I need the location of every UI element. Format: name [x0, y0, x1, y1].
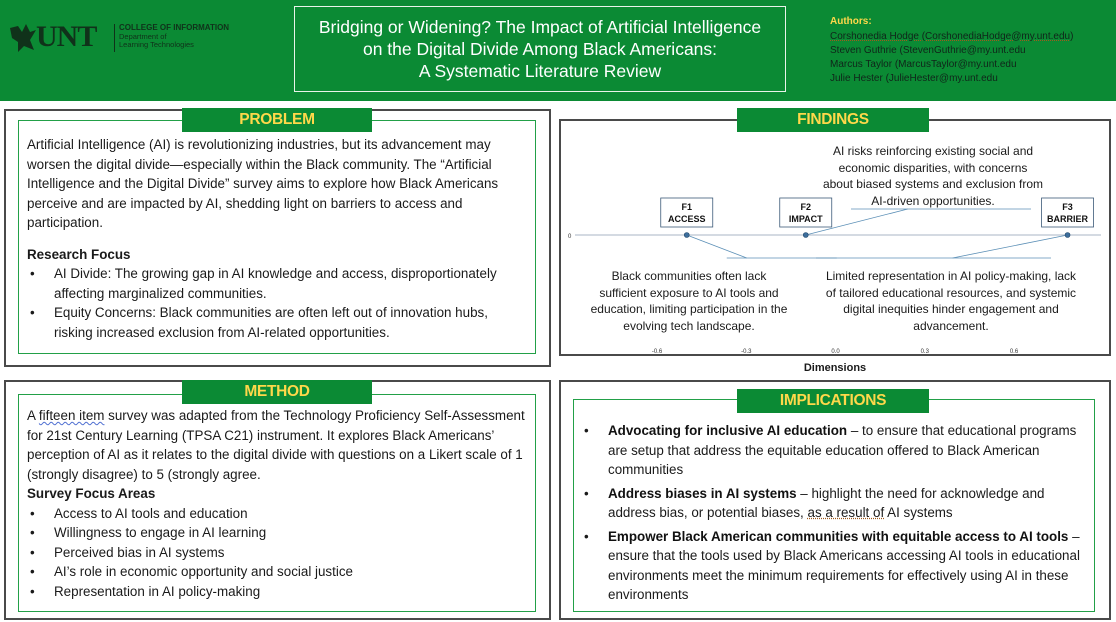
chart-point	[803, 233, 808, 238]
method-body	[27, 406, 530, 601]
grammar-underline: as a result of	[807, 505, 885, 520]
survey-focus-heading: Survey Focus Areas	[27, 486, 156, 501]
list-item: • Access to AI tools and education	[27, 504, 530, 524]
list-item: • Address biases in AI systems – highlight the need for acknowledge and address bias, or potential biases, as a result of AI systems	[581, 484, 1086, 523]
chart-x-tick-label: 0.0	[831, 349, 840, 354]
research-focus-heading: Research Focus	[27, 246, 131, 262]
eagle-icon	[8, 22, 38, 54]
problem-intro: Artificial Intelligence (AI) is revolutionizing industries, but its advancement may worsen the digital divide—especially within the Black community. The “Artificial Intelligence and the Digital Divide” survey aims to explore how Black Americans perceive and are impacted by AI, shedding light on barriers to access and participation.	[27, 137, 499, 230]
survey-focus-list	[27, 504, 530, 602]
implications-list	[581, 421, 1086, 605]
poster-title: Bridging or Widening? The Impact of Artificial Intelligence on the Digital Divide Among Black Americans: A Systematic Literature Review	[294, 6, 786, 92]
implications-body	[581, 421, 1086, 605]
list-item: • Representation in AI policy-making	[27, 582, 530, 602]
chart-point-label-code: F1	[681, 202, 693, 212]
logo-dept-2: Learning Technologies	[119, 40, 194, 49]
chart-point-label-code: F2	[800, 202, 812, 212]
list-item: • AI’s role in economic opportunity and social justice	[27, 562, 530, 582]
chart-annotation-access: Black communities often lack sufficient exposure to AI tools and education, limiting participation in the evolving tech landscape.	[590, 269, 788, 333]
author-4: Julie Hester (JulieHester@my.unt.edu	[830, 73, 998, 84]
author-3: Marcus Taylor (MarcusTaylor@my.unt.edu	[830, 59, 1017, 70]
list-item: • Empower Black American communities with equitable access to AI tools – ensure that the tools used by Black Americans accessing AI tools in educational environments meet the minimum requirements for effectively using AI in these environments	[581, 527, 1086, 605]
chart-leader-line	[953, 235, 1068, 258]
chart-x-axis-label: Dimensions	[803, 362, 867, 374]
chart-y-tick-label: 0	[568, 234, 572, 240]
list-item: • Equity Concerns: Black communities are often left out of innovation hubs, risking increased exclusion from AI-related opportunities.	[27, 303, 530, 342]
list-item: • AI Divide: The growing gap in AI knowledge and access, disproportionately affecting marginalized communities.	[27, 264, 530, 303]
list-item: • Perceived bias in AI systems	[27, 543, 530, 563]
logo-mark: UNT	[36, 20, 97, 53]
logo-subtitle	[119, 24, 229, 50]
logo-divider	[114, 24, 115, 52]
research-focus-list	[27, 264, 530, 342]
chart-point-label-name: IMPACT	[788, 214, 823, 224]
author-2: Steven Guthrie (StevenGuthrie@my.unt.edu	[830, 45, 1026, 56]
implications-heading: IMPLICATIONS	[737, 389, 929, 413]
chart-annotation-barrier: Limited representation in AI policy-making, lack of tailored educational resources, and systemic digital inequities hinder engagement and advancement.	[825, 269, 1077, 333]
method-intro: A fifteen item survey was adapted from the Technology Proficiency Self-Assessment for 21st Century Learning (TPSA C21) instrument. It explores Black Americans’ perception of AI as it relates to the digital divide with questions on a Likert scale of 1 (strongly disagree) to 5 (strongly agree.	[27, 408, 525, 482]
spelling-underline: fifteen item	[38, 408, 105, 423]
chart-point-label-name: ACCESS	[667, 214, 706, 224]
logo-dept-1: Department of	[119, 31, 167, 41]
list-item: • Advocating for inclusive AI education – to ensure that educational programs are setup that address the equitable education offered to Black American communities	[581, 421, 1086, 480]
list-item: • Willingness to engage in AI learning	[27, 523, 530, 543]
chart-x-tick-label: -0.6	[651, 349, 663, 354]
chart-point-label-name: BARRIER	[1047, 214, 1089, 224]
method-heading: METHOD	[182, 380, 372, 404]
chart-x-tick-label: 0.3	[920, 349, 929, 354]
chart-x-tick-label: 0.6	[1009, 349, 1019, 354]
logo-college: COLLEGE OF INFORMATION	[119, 23, 230, 32]
chart-x-tick-label: -0.3	[741, 349, 752, 354]
chart-annotation-impact: AI risks reinforcing existing social and economic disparities, with concerns about biased systems and exclusion from AI-driven opportunities.	[822, 144, 1044, 208]
chart-point	[684, 233, 689, 238]
problem-heading: PROBLEM	[182, 108, 372, 132]
findings-heading: FINDINGS	[737, 108, 929, 132]
chart-point	[1065, 233, 1070, 238]
author-1: Corshonedia Hodge (CorshonediaHodge@my.unt.edu)	[830, 31, 1074, 42]
problem-body	[27, 135, 530, 342]
chart-point-label-code: F3	[1062, 202, 1073, 212]
authors-label: Authors:	[830, 16, 872, 27]
chart-leader-line	[687, 235, 747, 258]
